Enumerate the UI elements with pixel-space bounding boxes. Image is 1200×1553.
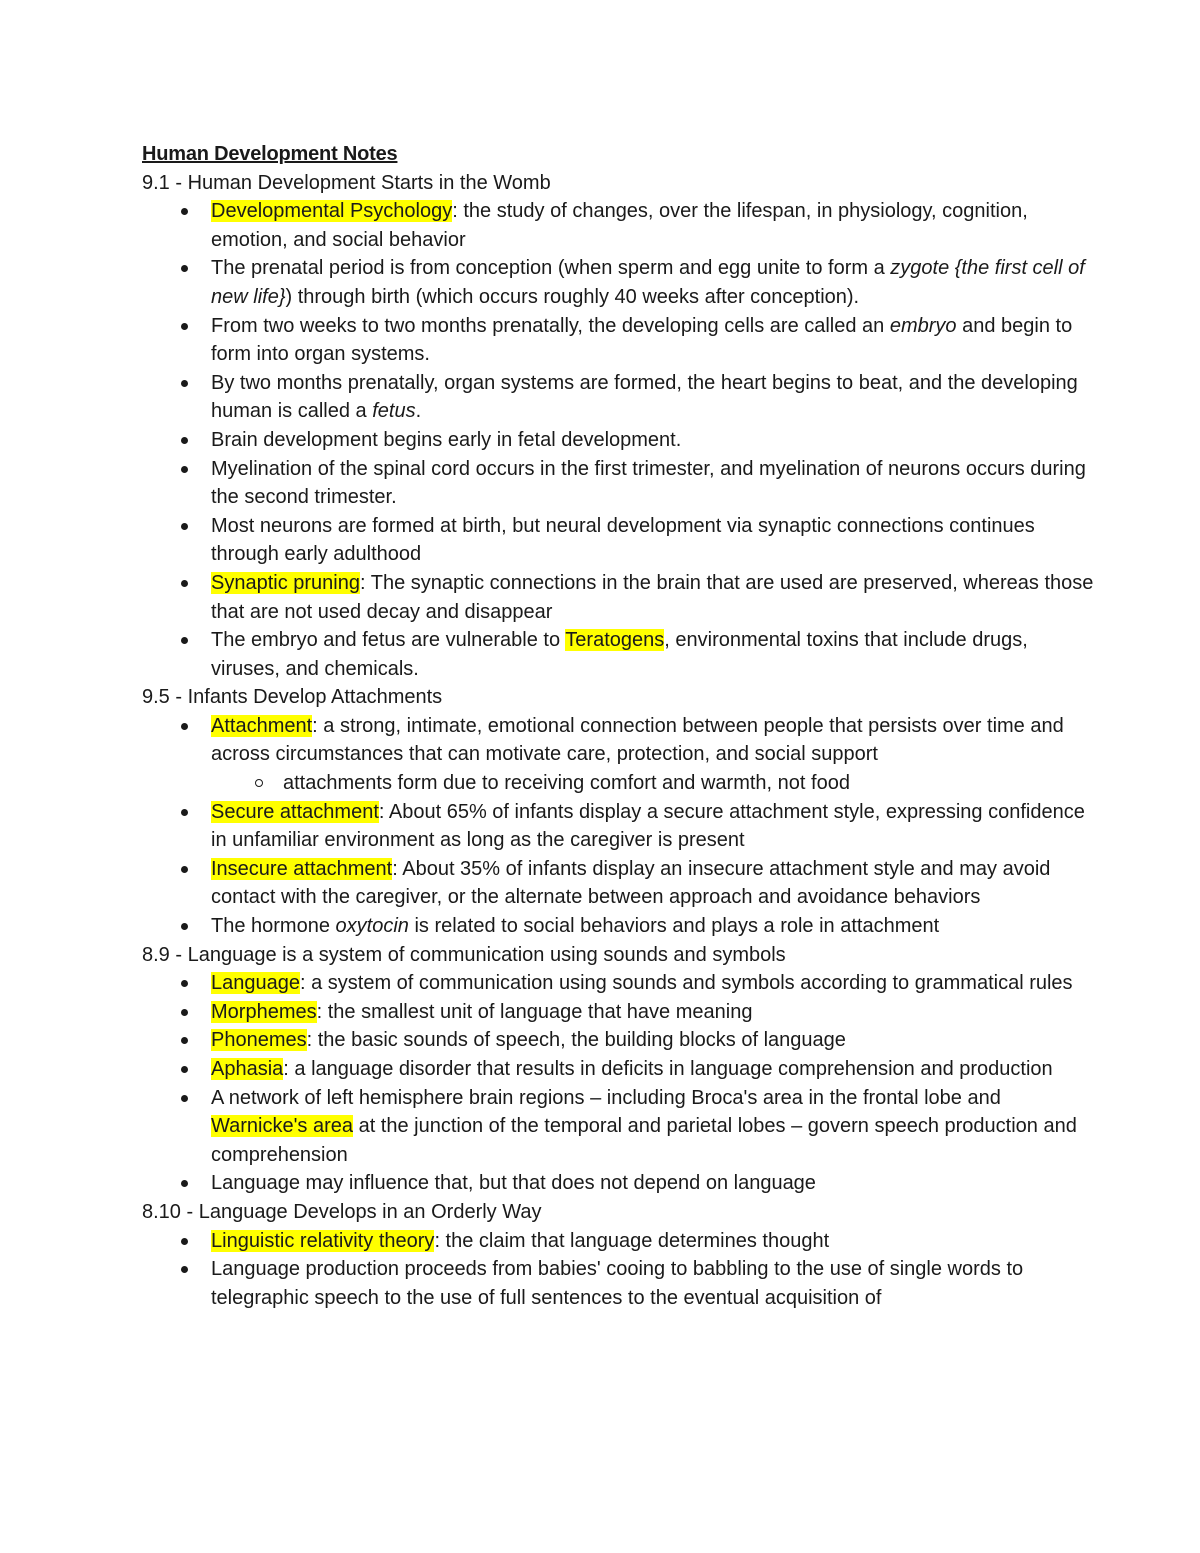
- item-text: Most neurons are formed at birth, but neural development via synaptic connections continues through early adulthood: [211, 514, 1035, 566]
- bullet-list: [142, 1227, 1102, 1313]
- item-text: : The synaptic connections in the brain that are used are preserved, whereas those that are not used decay and disappear: [211, 571, 1094, 623]
- italic-term: oxytocin: [335, 915, 409, 938]
- notes-content: [142, 140, 1102, 1312]
- item-text: attachments form due to receiving comfort and warmth, not food: [283, 772, 850, 795]
- list-item: [142, 455, 1102, 512]
- item-text: Myelination of the spinal cord occurs in the first trimester, and myelination of neurons occurs during the second trimester.: [211, 457, 1086, 509]
- italic-term: zygote {the first cell of new life}: [211, 257, 1085, 308]
- list-item: [142, 969, 1102, 998]
- list-item: [142, 1026, 1102, 1055]
- highlighted-term: Linguistic relativity theory: [211, 1229, 435, 1252]
- item-text: By two months prenatally, organ systems are formed, the heart begins to beat, and the developing human is called a: [211, 371, 1078, 423]
- hollow-bullet-icon: [255, 779, 263, 787]
- item-text: : the smallest unit of language that have meaning: [316, 1000, 753, 1023]
- list-item: [142, 254, 1102, 311]
- item-text: : the study of changes, over the lifespan, in physiology, cognition, emotion, and social behavior: [211, 200, 1028, 251]
- bullet-icon: [181, 523, 188, 530]
- bullet-icon: [181, 723, 188, 730]
- item-text: and begin to form into organ systems.: [211, 314, 1073, 366]
- list-item: [142, 998, 1102, 1027]
- item-text: The hormone: [211, 915, 336, 938]
- highlighted-term: Secure attachment: [211, 800, 379, 823]
- item-text: From two weeks to two months prenatally, the developing cells are called an: [211, 314, 890, 337]
- list-item: [142, 312, 1102, 369]
- bullet-icon: [181, 866, 188, 873]
- item-text: .: [415, 400, 422, 423]
- item-text: : a language disorder that results in deficits in language comprehension and production: [283, 1058, 1053, 1080]
- section-heading: 9.5 - Infants Develop Attachments: [142, 686, 443, 709]
- bullet-list: [142, 197, 1102, 683]
- highlighted-term: Teratogens: [565, 629, 665, 652]
- bullet-icon: [181, 637, 188, 644]
- highlighted-term: Warnicke's area: [211, 1115, 354, 1138]
- bullet-icon: [181, 1095, 188, 1102]
- list-item: [142, 1255, 1102, 1312]
- highlighted-term: Morphemes: [211, 1000, 317, 1023]
- highlighted-term: Aphasia: [211, 1058, 284, 1080]
- item-text: The embryo and fetus are vulnerable to: [211, 629, 566, 652]
- list-item: [142, 798, 1102, 855]
- list-item: [142, 369, 1102, 426]
- highlighted-term: Attachment: [211, 714, 313, 737]
- bullet-icon: [181, 437, 188, 444]
- item-text: : About 35% of infants display an insecure attachment style and may avoid contact with the caregiver, or the alternate between approach and avoidance behaviors: [211, 857, 1051, 909]
- item-text: Brain development begins early in fetal development.: [211, 428, 682, 451]
- bullet-icon: [181, 580, 188, 587]
- bullet-icon: [181, 323, 188, 330]
- item-text: The prenatal period is from conception (when sperm and egg unite to form a: [211, 257, 891, 280]
- list-item: [142, 855, 1102, 912]
- highlighted-term: Language: [211, 972, 300, 995]
- list-item: [142, 426, 1102, 455]
- item-text: : About 65% of infants display a secure attachment style, expressing confidence in unfamiliar environment as long as the caregiver is present: [211, 800, 1085, 852]
- list-item: [142, 712, 1102, 798]
- highlighted-term: Phonemes: [211, 1029, 307, 1052]
- item-text: ) through birth (which occurs roughly 40 weeks after conception).: [285, 285, 860, 308]
- bullet-icon: [181, 1266, 188, 1273]
- item-text: : a system of communication using sounds and symbols according to grammatical rules: [299, 972, 1073, 995]
- bullet-icon: [181, 1009, 188, 1016]
- item-text: Language may influence that, but that does not depend on language: [211, 1172, 816, 1195]
- bullet-icon: [181, 1037, 188, 1044]
- bullet-icon: [181, 1066, 188, 1073]
- italic-term: embryo: [889, 314, 957, 337]
- bullet-icon: [181, 980, 188, 987]
- list-item: [142, 1055, 1102, 1084]
- bullet-icon: [181, 208, 188, 215]
- sub-bullet-list: [211, 769, 1102, 798]
- page-title: Human Development Notes: [142, 143, 398, 165]
- list-item: [142, 569, 1102, 626]
- item-text: is related to social behaviors and plays a role in attachment: [408, 915, 940, 938]
- list-item: [142, 512, 1102, 569]
- bullet-icon: [181, 1238, 188, 1245]
- item-text: , environmental toxins that include drugs, viruses, and chemicals.: [211, 629, 1028, 680]
- bullet-icon: [181, 265, 188, 272]
- bullet-icon: [181, 466, 188, 473]
- list-item: [142, 912, 1102, 941]
- item-text: : a strong, intimate, emotional connection between people that persists over time and across circumstances that can motivate care, protection, and social support: [211, 714, 1064, 766]
- item-text: : the basic sounds of speech, the building blocks of language: [306, 1029, 846, 1052]
- item-text: A network of left hemisphere brain regions – including Broca's area in the frontal lobe and: [211, 1086, 1001, 1109]
- bullet-list: [142, 712, 1102, 941]
- list-item: [142, 1169, 1102, 1198]
- highlighted-term: Insecure attachment: [211, 857, 393, 880]
- bullet-icon: [181, 923, 188, 930]
- bullet-list: [142, 969, 1102, 1198]
- bullet-icon: [181, 809, 188, 816]
- bullet-icon: [181, 380, 188, 387]
- list-item: [142, 1227, 1102, 1256]
- highlighted-term: Synaptic pruning: [211, 571, 360, 594]
- section-heading: 8.10 - Language Develops in an Orderly Way: [142, 1200, 542, 1223]
- item-text: at the junction of the temporal and parietal lobes – govern speech production and comprehension: [211, 1115, 1077, 1166]
- item-text: Language production proceeds from babies' cooing to babbling to the use of single words to telegraphic speech to the use of full sentences to the eventual acquisition of: [211, 1258, 1024, 1309]
- section-heading: 8.9 - Language is a system of communication using sounds and symbols: [142, 943, 786, 966]
- sub-list-item: [211, 769, 1102, 798]
- list-item: [142, 197, 1102, 254]
- list-item: [142, 626, 1102, 683]
- list-item: [142, 1084, 1102, 1170]
- highlighted-term: Developmental Psychology: [211, 200, 453, 223]
- bullet-icon: [181, 1180, 188, 1187]
- italic-term: fetus: [372, 400, 416, 423]
- section-heading: 9.1 - Human Development Starts in the Womb: [142, 171, 551, 194]
- item-text: : the claim that language determines thought: [434, 1229, 830, 1252]
